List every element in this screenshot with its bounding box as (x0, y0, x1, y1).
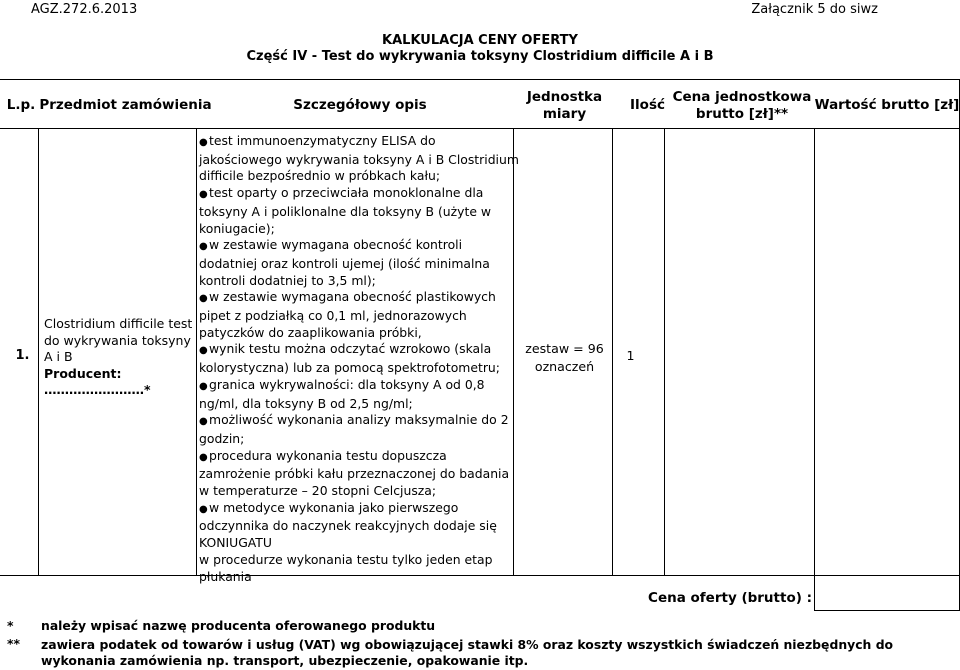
item-name-cell (44, 316, 194, 399)
header-unit-price (672, 89, 812, 123)
bullet-icon: ● (199, 189, 208, 201)
description-text: procedura wykonania testu dopuszcza (209, 447, 447, 463)
description-line (199, 256, 509, 273)
description-text: w procedurze wykonania testu tylko jeden etap (199, 551, 493, 567)
description-text: KONIUGATU (199, 535, 272, 551)
gross-value-input-cell[interactable] (815, 129, 959, 575)
description-text: ng/ml, dla toksyny B od 2,5 ng/ml; (199, 395, 413, 411)
total-price-input-cell[interactable] (815, 576, 959, 610)
column-divider (513, 128, 514, 575)
description-line (199, 448, 509, 467)
footnote-1-mark: * (7, 618, 14, 633)
description-text: jakościowego wykrywania toksyny A i B Clostridium (199, 151, 519, 167)
bullet-icon: ● (199, 451, 208, 463)
description-line (199, 133, 509, 152)
header-unit (517, 89, 612, 123)
description-line (199, 185, 509, 204)
description-text: w temperaturze – 20 stopni Celcjusza; (199, 483, 437, 499)
description-line (199, 325, 509, 342)
description-text: w metodyce wykonania jako pierwszego (209, 499, 459, 515)
unit-line1: zestaw = 96 (525, 341, 604, 356)
description-line (199, 483, 509, 500)
footnote-2-mark: ** (7, 636, 20, 651)
description-text: test immunoenzymatyczny ELISA do (209, 133, 436, 148)
description-line (199, 151, 519, 169)
page-subtitle: Część IV - Test do wykrywania toksyny Clostridium difficile A i B (246, 49, 714, 64)
header-item: Przedmiot zamówienia (39, 97, 212, 113)
header-description: Szczegółowy opis (293, 97, 427, 113)
description-text: możliwość wykonania analizy maksymalnie do 2 (209, 412, 509, 428)
description-line (199, 412, 509, 431)
description-text: koniugacie); (199, 220, 275, 236)
description-line (199, 221, 509, 238)
bullet-icon: ● (199, 345, 208, 357)
description-line (199, 273, 509, 290)
description-line (199, 431, 509, 448)
item-name-line3: A i B (44, 349, 73, 364)
description-text: patyczków do zaaplikowania próbki, (199, 324, 422, 340)
unit-cell (517, 340, 612, 376)
description-text: w zestawie wymagana obecność plastikowych (209, 289, 496, 305)
bullet-icon: ● (199, 137, 208, 148)
producer-field[interactable]: ……………………* (44, 382, 151, 397)
table-top-border (0, 79, 960, 80)
description-text: kontroli dodatniej to 3,5 ml); (199, 272, 376, 288)
description-text: godzin; (199, 430, 245, 446)
bullet-icon: ● (199, 416, 208, 428)
description-line (199, 237, 509, 256)
description-line (199, 569, 509, 586)
description-text: odczynnika do naczynek reakcyjnych dodaje się (199, 518, 497, 534)
column-divider (196, 128, 197, 575)
description-line (199, 500, 509, 519)
description-text: test oparty o przeciwciała monoklonalne dla (209, 185, 484, 201)
header-lp: L.p. (6, 97, 36, 113)
unit-price-input-cell[interactable] (665, 129, 814, 575)
header-gross-value: Wartość brutto [zł] (814, 97, 960, 113)
bullet-icon: ● (199, 241, 208, 253)
description-line (199, 396, 509, 413)
bullet-icon: ● (199, 503, 208, 515)
total-row-bottom-border (814, 610, 960, 611)
item-name-line1: Clostridium difficile test (44, 316, 193, 331)
description-text: difficile bezpośrednio w próbkach kału; (199, 168, 441, 184)
document-reference: AGZ.272.6.2013 (31, 2, 138, 17)
description-line (199, 518, 509, 535)
row-number: 1. (15, 348, 30, 363)
description-line (199, 308, 509, 325)
description-line (199, 552, 509, 569)
description-text: kolorystyczna) lub za pomocą spektrofotometru; (199, 360, 500, 376)
bullet-icon: ● (199, 380, 208, 392)
footnote-2-text: zawiera podatek od towarów i usług (VAT) wg obowiązującej stawki 8% oraz koszty wszystkich świadczeń niezbędnych do wykonania zamówienia np. transport, ubezpieczenie, opakowanie itp. (41, 637, 894, 668)
description-cell (199, 133, 519, 585)
description-line (199, 204, 509, 221)
page-title: KALKULACJA CENY OFERTY (382, 33, 578, 48)
description-text: płukania (199, 568, 252, 584)
description-text: dodatniej oraz kontroli ujemej (ilość minimalna (199, 255, 490, 271)
description-text: w zestawie wymagana obecność kontroli (209, 237, 463, 253)
description-line (199, 377, 509, 396)
description-line (199, 168, 509, 185)
header-unit-line2: miary (542, 106, 587, 122)
unit-line2: oznaczeń (534, 359, 595, 374)
description-line (199, 341, 509, 360)
description-line (199, 466, 509, 483)
description-line (199, 360, 509, 377)
description-line (199, 535, 509, 552)
column-divider (38, 128, 39, 575)
description-text: granica wykrywalności: dla toksyny A od 0,8 (209, 376, 485, 392)
item-name-line2: do wykrywania toksyny (44, 332, 191, 348)
description-text: toksyny A i poliklonalne dla toksyny B (użyte w (199, 203, 492, 219)
producer-label: Producent: (44, 365, 122, 381)
header-unit-price-line1: Cena jednostkowa (672, 89, 812, 105)
header-unit-line1: Jednostka (526, 89, 603, 105)
total-price-label: Cena oferty (brutto) : (648, 590, 812, 606)
description-text: zamrożenie próbki kału przeznaczonej do badania (199, 466, 510, 482)
quantity-cell: 1 (626, 348, 635, 363)
header-unit-price-line2: brutto [zł]** (695, 106, 789, 122)
description-text: wynik testu można odczytać wzrokowo (skala (209, 341, 492, 357)
footnote-1-text: należy wpisać nazwę producenta oferowanego produktu (41, 618, 436, 633)
description-text: pipet z podziałką co 0,1 ml, jednorazowych (199, 308, 467, 324)
description-line (199, 289, 509, 308)
annex-label: Załącznik 5 do siwz (751, 2, 878, 17)
bullet-icon: ● (199, 293, 208, 305)
header-quantity: Ilość (630, 97, 665, 113)
